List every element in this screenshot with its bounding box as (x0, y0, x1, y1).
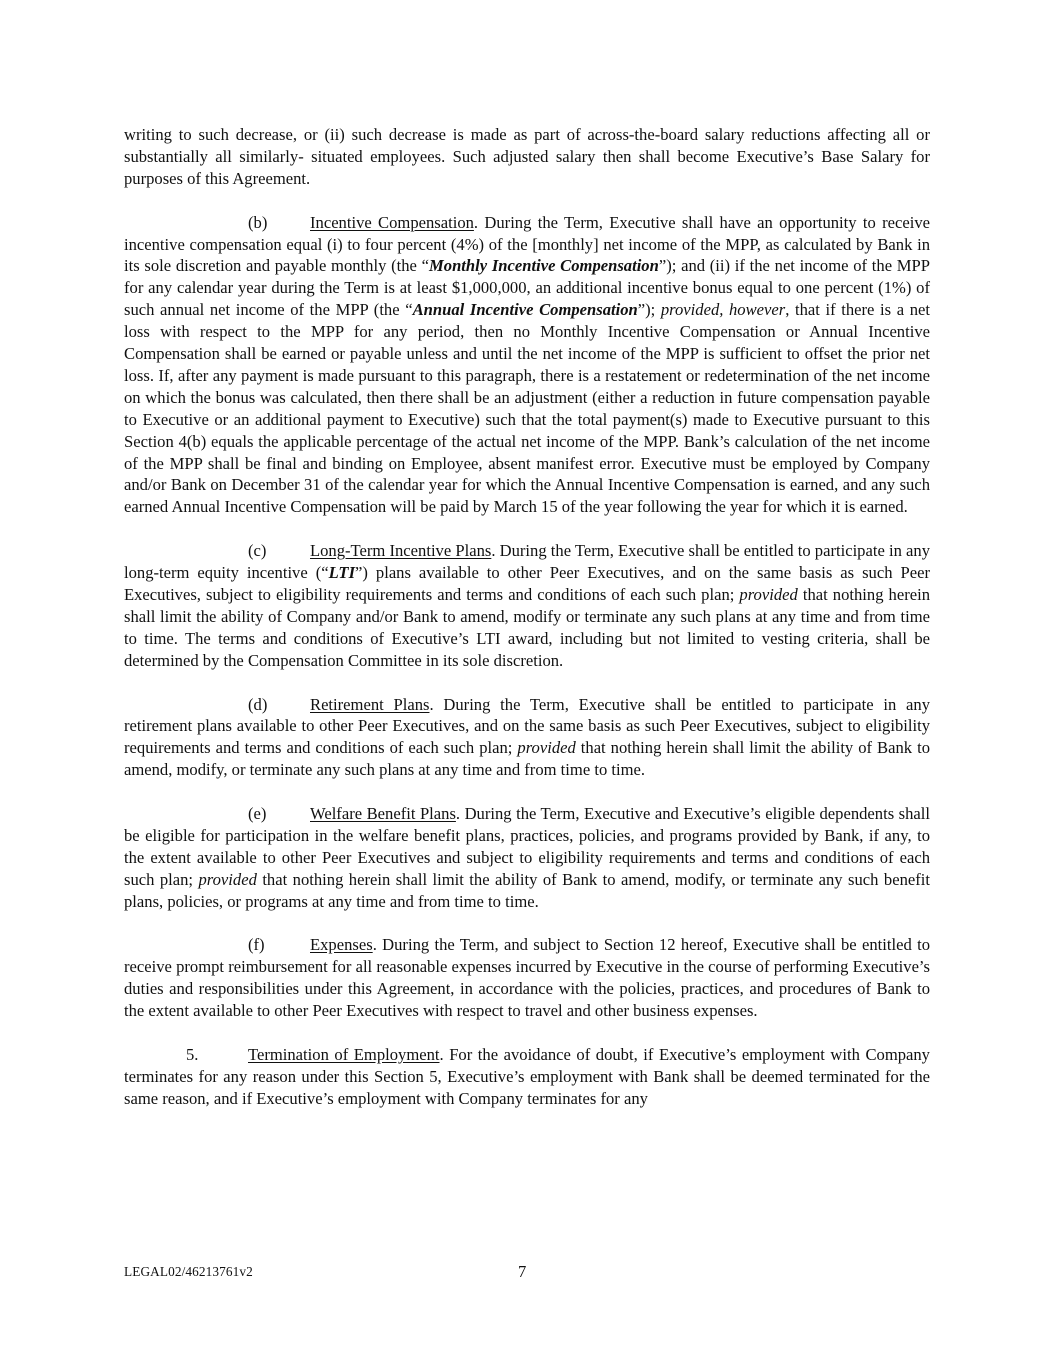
section-c-label: (c) (248, 541, 267, 561)
section-b-text-3: ”); (637, 300, 661, 320)
section-c-title: Long-Term Incentive Plans (310, 541, 492, 561)
section-5-paragraph (124, 1044, 930, 1110)
section-d-title: Retirement Plans (310, 694, 430, 714)
section-d-proviso: provided (517, 738, 576, 758)
section-b-defined-term-1: Monthly Incentive Compensation (429, 256, 659, 276)
intro-text: writing to such decrease, or (ii) such decrease is made as part of across-the-board salary reductions affecting all or substantially all similarly- situated employees. Such adjusted salary then shall become Executive’s Base Salary for purposes of this Agreement. (124, 125, 930, 188)
section-c-text-1: . During the Term, Executive shall be entitled to participate in any long-term equity incentive (“ (124, 541, 930, 583)
section-e-label: (e) (248, 804, 267, 824)
section-f-text-1: . During the Term, and subject to Section 12 hereof, Executive shall be entitled to receive prompt reimbursement for all reasonable expenses incurred by Executive in the course of performing Executive’s duties and responsibilities under this Agreement, in accordance with the policies, practices, and procedures of Bank to the extent available to other Peer Executives with respect to travel and other business expenses. (124, 935, 930, 1021)
section-b-text-1: . During the Term, Executive shall have an opportunity to receive incentive compensation equal (i) to four percent (4%) of the [monthly] net income of the MPP, as calculated by Bank in its sole discretion and payable monthly (the “ (124, 212, 930, 276)
section-b-defined-term-2: Annual Incentive Compensation (412, 300, 638, 320)
section-b-text-4: , that if there is a net loss with respect to the MPP for any period, then no Monthly Incentive Compensation or Annual Incentive Compensation shall be earned or payable unless and until the net income of the MPP is sufficient to offset the prior net loss. If, after any payment is made pursuant to this paragraph, there is a restatement or redetermination of the net income on which the bonus was calculated, then there shall be an adjustment (either a reduction in future compensation payable to Executive or an additional payment to Executive) such that the total payment(s) made to Executive pursuant to this Section 4(b) equals the applicable percentage of the actual net income of the MPP. Bank’s calculation of the net income of the MPP shall be final and binding on Employee, absent manifest error. Executive must be employed by Company and/or Bank on December 31 of the calendar year for which the Annual Incentive Compensation is earned, and any such earned Annual Incentive Compensation will be paid by March 15 of the year following the year for which it is earned. (124, 300, 930, 517)
section-d-text-1: . During the Term, Executive shall be entitled to participate in any retirement plans available to other Peer Executives, and on the same basis as such Peer Executives, subject to eligibility requirements and terms and conditions of each such plan; (124, 694, 930, 758)
footer-page-number: 7 (518, 1262, 527, 1281)
section-c-proviso: provided (739, 585, 798, 604)
section-e-text-2: that nothing herein shall limit the ability of Bank to amend, modify, or terminate any such benefit plans, policies, or programs at any time and from time to time. (124, 869, 930, 911)
section-b-text-2: ”); and (ii) if the net income of the MPP for any calendar year during the Term is at least $1,000,000, an additional incentive bonus equal to one percent (1%) of such annual net income of the MPP (the “ (124, 256, 930, 320)
section-b-proviso: provided, however (660, 300, 786, 320)
section-5-title: Termination of Employment (248, 1044, 440, 1064)
section-f-paragraph (124, 934, 930, 1022)
section-d-text-2: that nothing herein shall limit the ability of Bank to amend, modify, or terminate any such plans at any time and from time to time. (124, 738, 930, 780)
section-c-paragraph (124, 540, 930, 671)
intro-paragraph (124, 124, 930, 190)
section-e-paragraph (124, 803, 930, 913)
section-5-label: 5. (186, 1044, 199, 1064)
section-e-proviso: provided (198, 869, 257, 889)
section-5-text-1: . For the avoidance of doubt, if Executive’s employment with Company terminates for any reason under this Section 5, Executive’s employment with Bank shall be deemed terminated for the same reason, and if Executive’s employment with Company terminates for any (124, 1044, 930, 1108)
section-c-text-3: that nothing herein shall limit the ability of Company and/or Bank to amend, modify or terminate any such plans at any time and from time to time. The terms and conditions of Executive’s LTI award, including but not limited to vesting criteria, shall be determined by the Compensation Committee in its sole discretion. (124, 585, 930, 670)
section-d-label: (d) (248, 694, 268, 714)
section-b-label: (b) (248, 212, 268, 232)
document-body (124, 124, 930, 1132)
section-c-text-2: ”) plans available to other Peer Executives, and on the same basis as such Peer Executives, subject to eligibility requirements and terms and conditions of each such plan; (124, 563, 930, 604)
section-b-title: Incentive Compensation (310, 212, 474, 232)
section-e-title: Welfare Benefit Plans (310, 804, 456, 824)
section-b-paragraph (124, 212, 930, 519)
section-f-label: (f) (248, 935, 265, 955)
section-c-defined-term: LTI (328, 563, 356, 583)
section-d-paragraph (124, 694, 930, 782)
section-e-text-1: . During the Term, Executive and Executive’s eligible dependents shall be eligible for participation in the welfare benefit plans, practices, policies, and programs provided by Bank, if any, to the extent available to other Peer Executives and subject to eligibility requirements and terms and conditions of each such plan; (124, 804, 930, 889)
footer-document-id: LEGAL02/46213761v2 (124, 1264, 253, 1279)
section-f-title: Expenses (310, 935, 373, 955)
